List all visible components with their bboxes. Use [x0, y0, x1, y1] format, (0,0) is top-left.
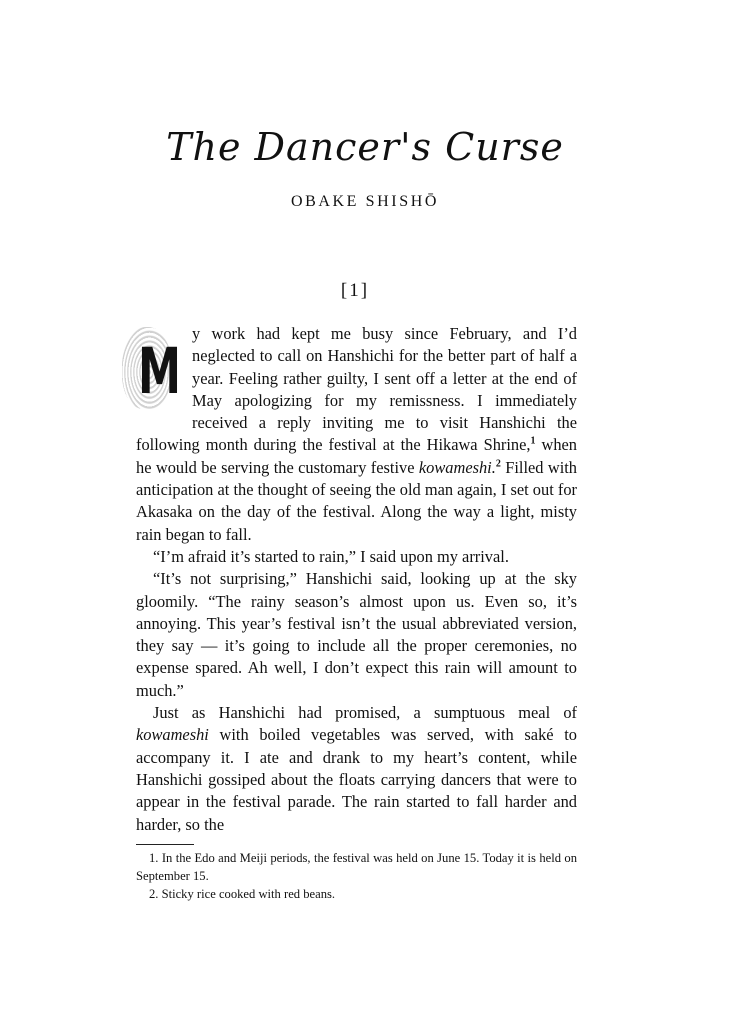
drop-cap-letter: M	[138, 335, 181, 409]
footnote-2: 2. Sticky rice cooked with red beans.	[149, 887, 336, 901]
footnote-rule	[136, 844, 194, 845]
author-name: OBAKE SHISHŌ	[290, 193, 440, 210]
footnote-1: 1. In the Edo and Meiji periods, the festival was held on June 15. Today it is held on September 15.	[136, 851, 577, 883]
footnotes	[136, 849, 577, 903]
chapter-title: The Dancer's Curse	[166, 125, 564, 169]
paragraph-2	[136, 546, 577, 568]
footnote-ref: 2	[495, 458, 501, 470]
section-number: [1]	[340, 280, 370, 301]
drop-cap	[122, 327, 184, 414]
paragraph-4	[136, 702, 577, 836]
text-run: “I’m afraid it’s started to rain,” I said upon my arrival.	[153, 546, 509, 566]
italic-term: kowameshi	[136, 725, 209, 745]
text-run: when he would be serving the customary festive	[136, 435, 577, 477]
italic-term: kowameshi.	[418, 457, 496, 477]
text-run: with boiled vegetables was served, with saké to accompany it. I ate and drank to my heart’s content, while Hanshichi gossiped about the floats carrying dancers that were to appear in the festival parade. The rain started to fall harder and harder, so the	[136, 725, 577, 834]
text-run: Filled with anticipation at the thought of seeing the old man again, I set out for Akasaka on the day of the festival. Along the way a light, misty rain began to fall.	[136, 457, 577, 544]
text-run: “It’s not surprising,” Hanshichi said, looking up at the sky gloomily. “The rainy season’s almost upon us. Even so, it’s annoying. This year’s festival isn’t the usual abbreviated version, they say — it’s going to include all the proper ceremonies, no expense spared. Ah well, I don’t expect this rain will amount to much.”	[136, 569, 577, 700]
paragraph-3	[136, 568, 577, 702]
body-text	[136, 323, 577, 836]
text-run: y work had kept me busy since February, and I’d neglected to call on Hanshichi for the better part of half a year. Feeling rather guilty, I sent off a letter at the end of May apologizing for my remissness. I immediately received a reply inviting me to visit Hanshichi the following month during the festival at the Hikawa Shrine,	[136, 324, 577, 455]
footnote-ref: 1	[530, 436, 536, 448]
paragraph-1	[136, 323, 577, 546]
text-run: Just as Hanshichi had promised, a sumptuous meal of	[153, 703, 577, 723]
